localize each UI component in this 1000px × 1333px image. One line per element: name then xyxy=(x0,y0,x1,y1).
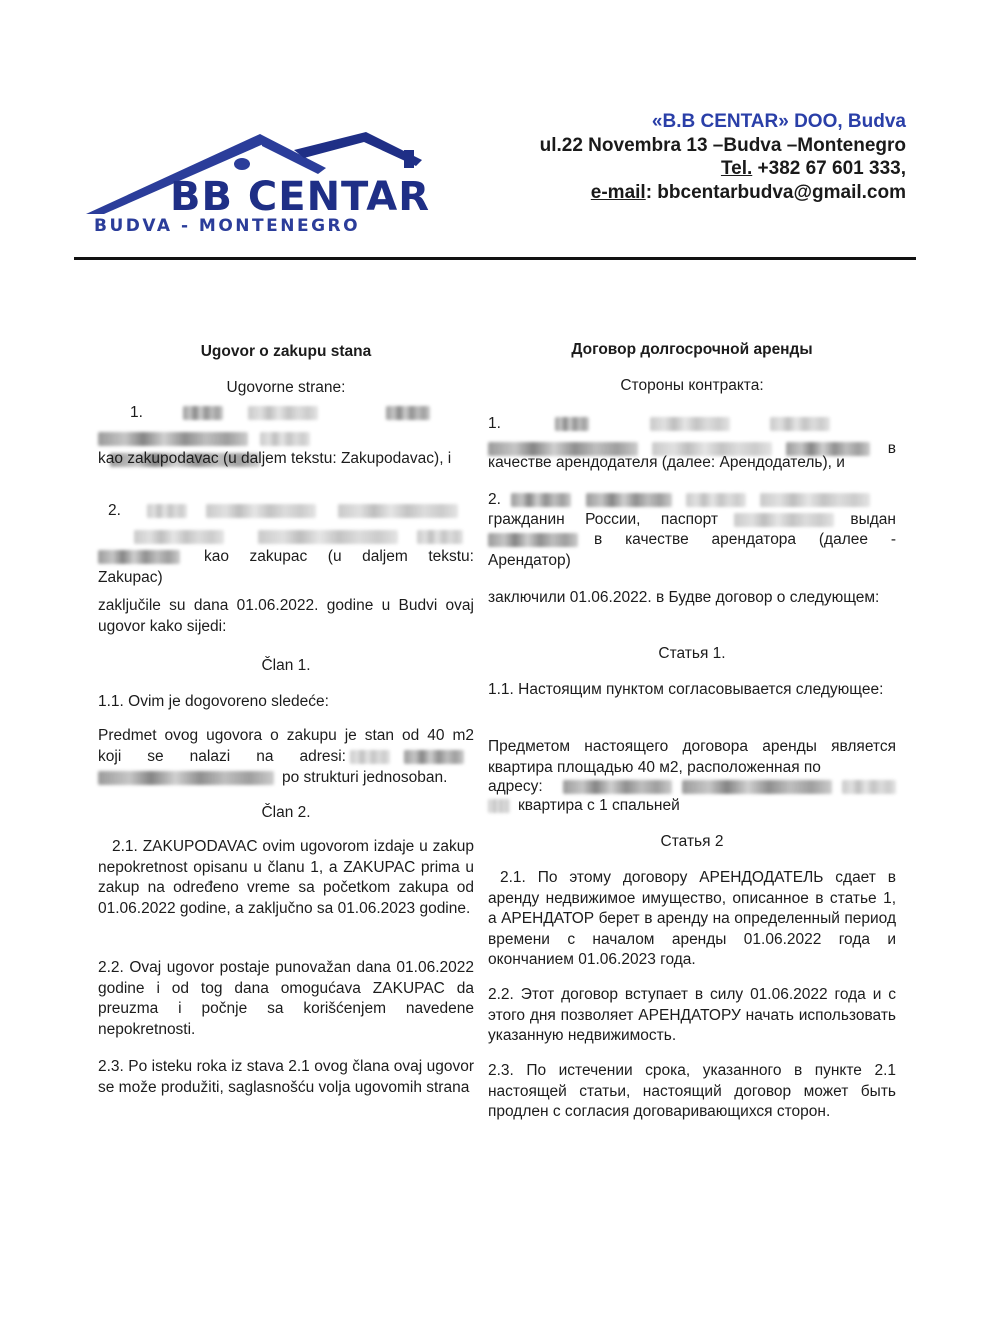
subject-address-label-ru: адресу: xyxy=(488,778,543,795)
logo-subtitle: BUDVA - MONTENEGRO xyxy=(94,216,361,236)
parties-heading: Ugovorne strane: xyxy=(226,379,346,396)
redaction xyxy=(147,504,187,518)
party-2-redacted-ru xyxy=(488,490,896,511)
redaction xyxy=(555,417,589,431)
party-number: 2. xyxy=(488,491,501,508)
redaction xyxy=(760,493,870,507)
subject-line-2 xyxy=(98,747,474,768)
redaction xyxy=(563,780,673,794)
redaction xyxy=(98,550,180,564)
clause-2-2: 2.2. Ovaj ugovor postaje punovažan dana 01.06.2022 godine i od tog dana omogućava ZAKUPAC da preuzma i počnje sa korišćenjem navedene nepokretnosti. xyxy=(98,959,474,1038)
subject-end-line-ru xyxy=(488,796,896,817)
redaction xyxy=(338,504,458,518)
subject-ru: Предметом настоящего договора аренды является квартира площадью 40 м2, расположенная по xyxy=(488,738,896,776)
article-1-heading: Član 1. xyxy=(261,657,311,674)
redaction xyxy=(686,493,746,507)
redaction xyxy=(248,406,318,420)
clause-2-3: 2.3. Po isteku roka iz stava 2.1 ovog člana ovaj ugovor se može produžiti, saglasnošću volja ugovomih strana xyxy=(98,1058,474,1096)
redaction xyxy=(206,504,316,518)
party-2-role: kao zakupac (u daljem tekstu: xyxy=(204,548,474,565)
party-2-role-cont-ru: Арендатор) xyxy=(488,552,571,569)
party-2-citizen-line xyxy=(488,510,896,531)
contract-title: Ugovor o zakupu stana xyxy=(200,343,372,360)
redaction xyxy=(386,406,430,420)
party-2-role-cont: Zakupac) xyxy=(98,569,163,586)
clause-2-2-ru: 2.2. Этот договор вступает в силу 01.06.2022 года и с этого дня позволяет АРЕНДАТОРУ начать использовать указанную недвижимость. xyxy=(488,986,896,1044)
redaction xyxy=(98,771,274,785)
party-1-role-ru: качестве арендодателя (далее: Арендодатель), и xyxy=(488,454,845,471)
subject-address-line-ru xyxy=(488,777,896,798)
redaction xyxy=(734,513,834,527)
clause-1-1: 1.1. Ovim je dogovoreno sledeće: xyxy=(98,693,329,710)
subject-address-label: koji se nalazi na adresi: xyxy=(98,748,346,765)
redaction xyxy=(586,493,672,507)
redaction xyxy=(183,406,223,420)
redaction xyxy=(258,530,398,544)
party-2-redacted xyxy=(98,501,474,548)
clause-1-1-ru: 1.1. Настоящим пунктом согласовывается следующее: xyxy=(488,681,884,698)
redaction xyxy=(98,432,248,446)
article-2-heading-ru: Статья 2 xyxy=(660,833,724,850)
redaction xyxy=(350,750,390,764)
redaction xyxy=(842,780,896,794)
company-name: «B.B CENTAR» DOO, Budva xyxy=(651,111,906,132)
redaction xyxy=(488,533,578,547)
email-label: e-mail xyxy=(590,181,646,203)
phone-label: Tel. xyxy=(720,158,753,179)
subject-line-1: Predmet ovog ugovora o zakupu je stan od 40 m2 xyxy=(98,727,474,744)
party-2-role-line xyxy=(98,547,474,568)
redaction xyxy=(770,417,830,431)
redaction xyxy=(488,799,510,813)
contract-title-ru: Договор долгосрочной аренды xyxy=(571,341,813,358)
contract-column-russian xyxy=(488,0,896,1333)
clause-2-1: 2.1. ZAKUPODAVAC ovim ugovorom izdaje u zakup nepokretnost opisanu u članu 1, a ZAKUPAC prima u zakup na određeno vreme sa početkom zakupa od 01.06.2022 godine, a zaključno sa 01.06.2023 godine. xyxy=(98,838,474,917)
party-number: 1. xyxy=(130,404,143,421)
party-2-citizen: гражданин России, паспорт xyxy=(488,511,718,528)
redaction xyxy=(682,780,832,794)
redaction xyxy=(404,750,464,764)
parties-heading-ru: Стороны контракта: xyxy=(620,377,764,394)
email-value: : bbcentarbudva@gmail.com xyxy=(645,181,906,203)
party-2-issued: выдан xyxy=(850,511,896,528)
party-number: 1. xyxy=(488,415,501,432)
contract-column-montenegrin xyxy=(98,0,474,1333)
phone-value: +382 67 601 333, xyxy=(752,158,906,179)
party-number: 2. xyxy=(108,502,121,519)
redaction xyxy=(134,530,224,544)
redaction xyxy=(417,530,463,544)
article-1-heading-ru: Статья 1. xyxy=(658,645,726,662)
article-2-heading: Član 2. xyxy=(261,804,311,821)
party-2-role-line-ru xyxy=(488,530,896,551)
clause-2-3-ru: 2.3. По истечении срока, указанного в пункте 2.1 настоящей статьи, настоящий договор может быть продлен с согласия договаривающихся сторон. xyxy=(488,1062,896,1120)
redaction xyxy=(260,432,310,446)
party-2-role-ru: в качестве арендатора (далее - xyxy=(594,531,896,548)
concluded-clause: zaključile su dana 01.06.2022. godine u Budvi ovaj ugovor kako sijedi: xyxy=(98,597,474,635)
subject-line-3 xyxy=(98,768,474,789)
subject-bedrooms-ru: квартира с 1 спальней xyxy=(518,797,680,814)
logo-wordmark: BB CENTAR xyxy=(170,174,430,220)
subject-structure: po strukturi jednosoban. xyxy=(282,769,448,786)
clause-2-1-ru: 2.1. По этому договору АРЕНДОДАТЕЛЬ сдает в аренду недвижимое имущество, описанное в статье 1, а АРЕНДАТОР берет в аренду на определенный период времени с началом аренды 01.06.2022 года и окончанием 01.06.2023 года. xyxy=(488,869,896,968)
party-1-preposition: в xyxy=(887,439,896,457)
concluded-clause-ru: заключили 01.06.2022. в Будве договор о следующем: xyxy=(488,589,880,606)
redaction xyxy=(511,493,571,507)
redaction xyxy=(650,417,730,431)
party-1-role: kao zakupodavac (u daljem tekstu: Zakupodavac), i xyxy=(98,450,452,467)
company-address: ul.22 Novembra 13 –Budva –Montenegro xyxy=(539,134,906,156)
